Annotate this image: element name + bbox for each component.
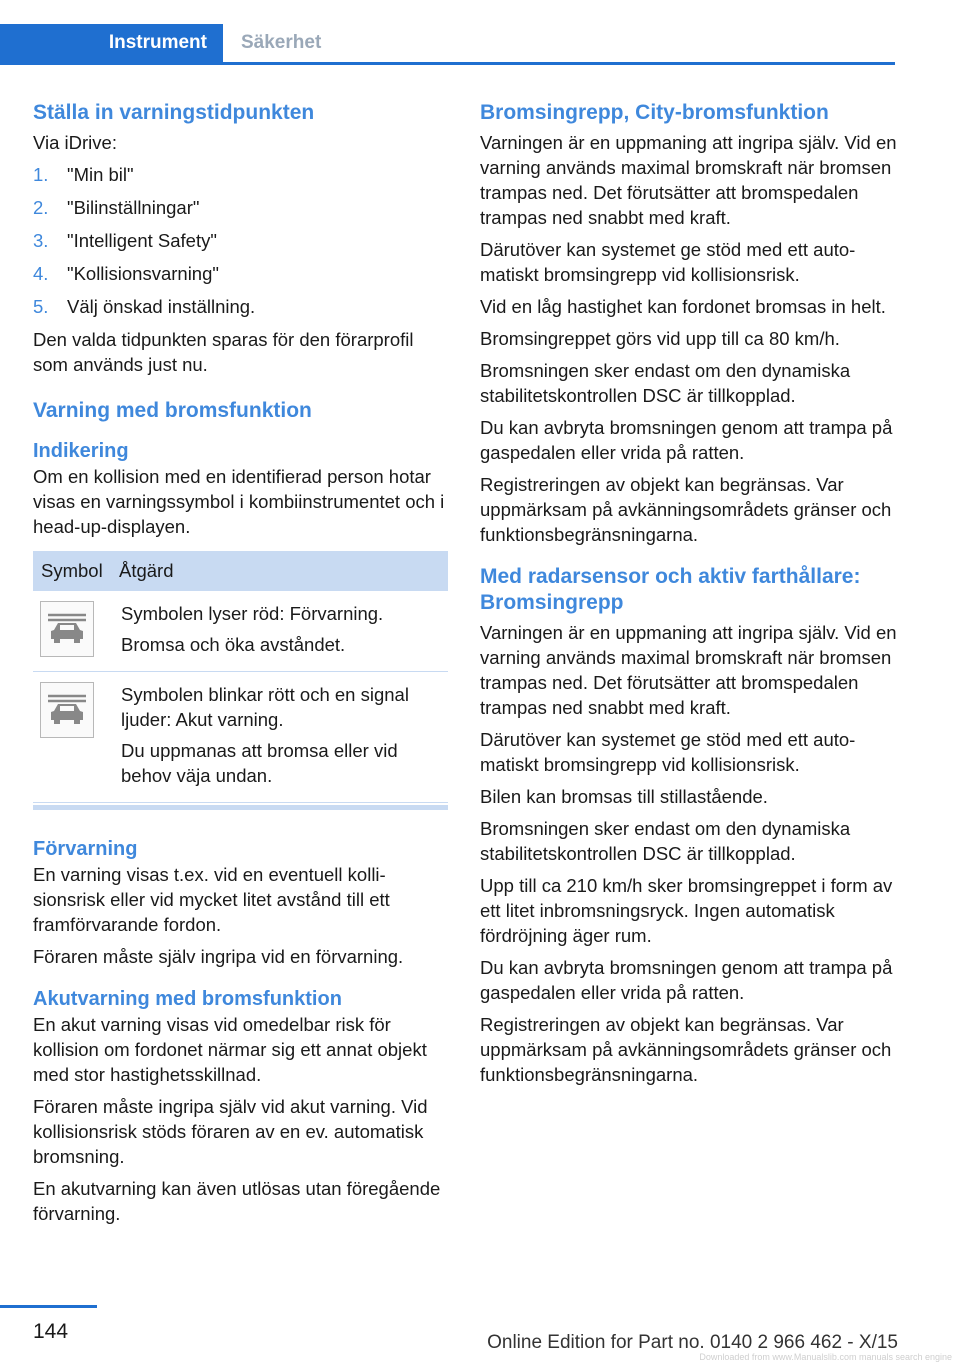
table-row [33, 672, 448, 803]
paragraph: Varningen är en uppmaning att ingripa själv. Vid en varning används maximal bromskraft när bromsen trampas ned. Det förutsätter att bromspedalen trampas ned snabbt med kraft. [480, 132, 897, 228]
paragraph: Varningen är en uppmaning att ingripa själv. Vid en varning används maximal bromskraft när bromsen trampas ned. Det förutsätter att bromspedalen trampas ned snabbt med kraft. [480, 622, 897, 718]
paragraph: Registreringen av objekt kan begränsas. Var uppmärksam på avkänningsområdets gränser och funktionsbegränsningarna. [480, 474, 892, 545]
paragraph: Du kan avbryta bromsningen genom att trampa på gaspedalen eller vrida på ratten. [480, 417, 893, 463]
step-text: Välj önskad inställning. [67, 296, 256, 317]
paragraph: En varning visas t.ex. vid en eventuell kollisionsrisk eller vid mycket litet avstånd till ett framförvarande fordon. [33, 864, 390, 935]
paragraph: Föraren måste själv ingripa vid en förvarning. [33, 946, 404, 967]
paragraph: Bromsningen sker endast om den dynamiska stabilitetskontrollen DSC är tillkopplad. [480, 818, 851, 864]
action-cell [121, 601, 448, 663]
step-text: "Bilinställningar" [67, 197, 200, 218]
heading-forvarning: Förvarning [33, 838, 138, 860]
action-text: Du uppmanas att bromsa eller vid behov väja undan. [121, 740, 398, 786]
steps-list [33, 162, 448, 319]
step-number: 1. [33, 164, 49, 185]
paragraph: Bromsingreppet görs vid upp till ca 80 km/h. [480, 328, 840, 349]
list-item [33, 261, 448, 286]
paragraph: Bromsningen sker endast om den dynamiska stabilitetskontrollen DSC är tillkopplad. [480, 360, 851, 406]
list-item [33, 162, 448, 187]
symbol-cell [33, 601, 121, 663]
paragraph: Därutöver kan systemet ge stöd med ett automatiskt bromsingrepp vid kollisionsrisk. [480, 239, 856, 285]
heading-varningstidpunkt: Ställa in varningstidpunkten [33, 101, 315, 124]
paragraph: Vid en låg hastighet kan fordonet bromsas in helt. [480, 296, 886, 317]
heading-city-bromsfunktion: Bromsingrepp, City-bromsfunktion [480, 101, 829, 124]
watermark: Downloaded from www.Manualslib.com manuals search engine [699, 1352, 952, 1362]
paragraph: Du kan avbryta bromsningen genom att trampa på gaspedalen eller vrida på ratten. [480, 957, 893, 1003]
tab-instrument[interactable]: Instrument [0, 24, 223, 62]
paragraph: Föraren måste ingripa själv vid akut varning. Vid kollisionsrisk stöds föraren av en ev. automatisk bromsning. [33, 1096, 428, 1167]
car-warning-icon [40, 601, 94, 657]
step-text: "Intelligent Safety" [67, 230, 217, 251]
page-number-rule [0, 1305, 97, 1308]
paragraph: En akut varning visas vid omedelbar risk för kollision om fordonet närmar sig ett annat objekt med stor hastighetsskillnad. [33, 1014, 427, 1085]
paragraph: Den valda tidpunkten sparas för den förarprofil som används just nu. [33, 329, 414, 375]
step-number: 5. [33, 296, 49, 317]
tab-sakerhet[interactable]: Säkerhet [241, 32, 322, 53]
action-text: Bromsa och öka avståndet. [121, 634, 346, 655]
paragraph: Om en kollision med en identifierad person hotar visas en varningssymbol i kombiinstrumentet och i head-up-displayen. [33, 466, 445, 537]
heading-akutvarning: Akutvarning med bromsfunktion [33, 988, 342, 1010]
car-warning-icon [40, 682, 94, 738]
paragraph: Upp till ca 210 km/h sker bromsingreppet i form av ett litet inbromsningsryck. Ingen automatisk fördröjning äger rum. [480, 875, 893, 946]
symbol-table [33, 551, 448, 810]
paragraph: En akutvarning kan även utlösas utan föregående förvarning. [33, 1178, 441, 1224]
action-text: Symbolen lyser röd: Förvarning. [121, 603, 384, 624]
intro-text: Via iDrive: [33, 132, 117, 153]
list-item [33, 195, 448, 220]
page-number: 144 [33, 1320, 69, 1343]
section-tabbar [0, 24, 895, 65]
table-row [33, 591, 448, 672]
table-header [33, 551, 448, 591]
symbol-cell [33, 682, 121, 794]
step-number: 4. [33, 263, 49, 284]
step-text: "Min bil" [67, 164, 134, 185]
heading-varning-bromsfunktion: Varning med bromsfunktion [33, 399, 312, 422]
action-cell [121, 682, 448, 794]
edition-footer: Online Edition for Part no. 0140 2 966 462 - X/15 [487, 1332, 898, 1353]
heading-indikering: Indikering [33, 440, 129, 462]
list-item [33, 228, 448, 253]
step-number: 2. [33, 197, 49, 218]
step-number: 3. [33, 230, 49, 251]
list-item [33, 294, 448, 319]
heading-radarsensor: Med radarsensor och aktiv farthållare: Bromsingrepp [480, 565, 861, 614]
paragraph: Därutöver kan systemet ge stöd med ett automatiskt bromsingrepp vid kollisionsrisk. [480, 729, 856, 775]
paragraph: Bilen kan bromsas till stillastående. [480, 786, 768, 807]
step-text: "Kollisionsvarning" [67, 263, 219, 284]
left-column [33, 100, 448, 1233]
action-text: Symbolen blinkar rött och en signal ljuder: Akut varning. [121, 684, 409, 730]
col-symbol: Symbol [41, 560, 103, 581]
paragraph: Registreringen av objekt kan begränsas. Var uppmärksam på avkänningsområdets gränser och funktionsbegränsningarna. [480, 1014, 892, 1085]
right-column [480, 100, 898, 1094]
col-action: Åtgärd [119, 560, 174, 581]
